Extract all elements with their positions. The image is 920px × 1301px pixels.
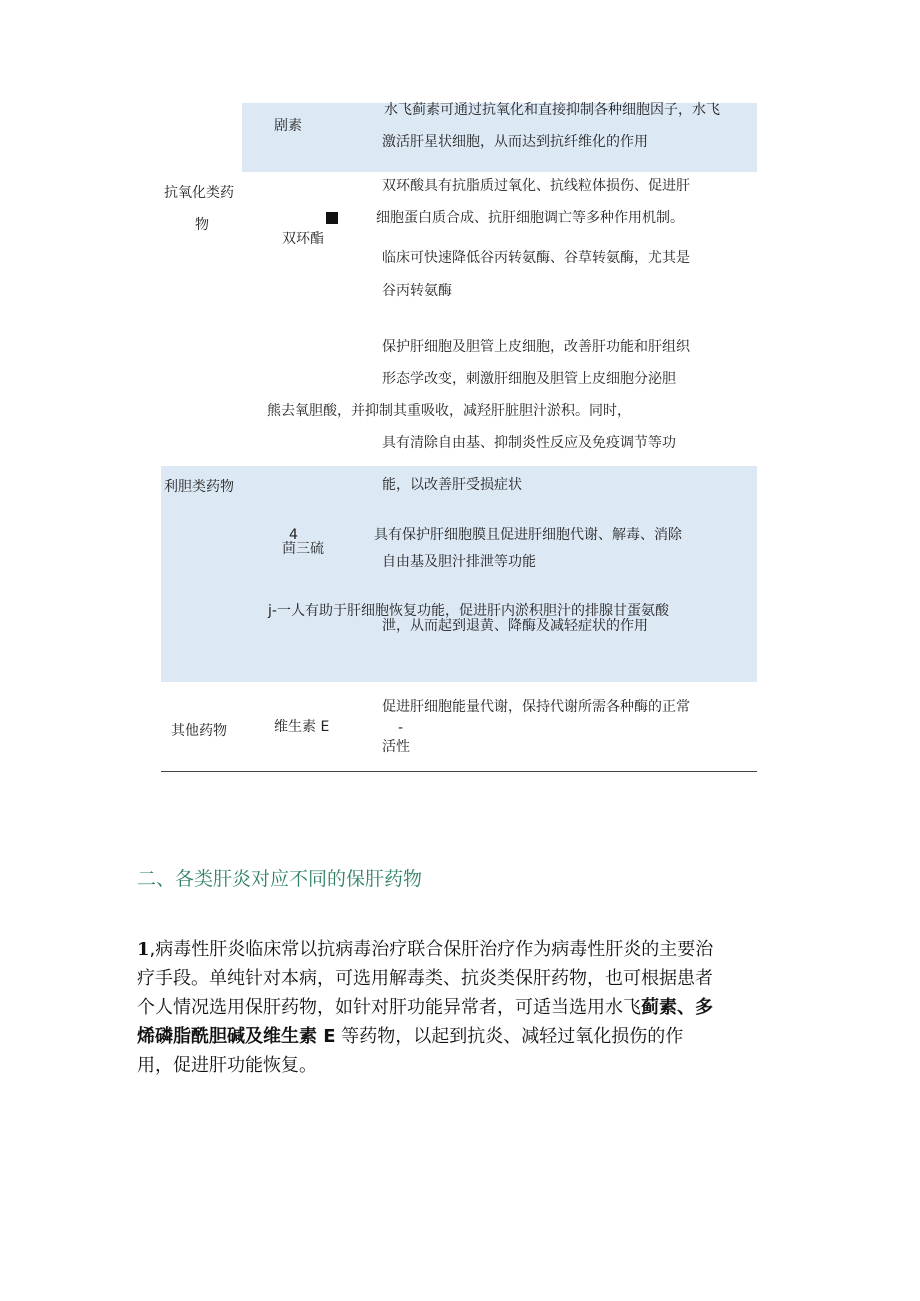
drug-anethol: 茴三硫 xyxy=(282,541,324,557)
category-antioxidant-2: 物 xyxy=(195,217,209,233)
section-paragraph xyxy=(137,935,787,1080)
paragraph-text-1: 病毒性肝炎临床常以抗病毒治疗联合保肝治疗作为病毒性肝炎的主要治 xyxy=(155,939,714,960)
paragraph-number: 1 xyxy=(137,939,150,960)
row-band-choleretic xyxy=(161,466,757,682)
table-bottom-rule xyxy=(161,771,757,772)
drug-silymarin: 剧素 xyxy=(274,118,302,134)
drug-vitamin-e: 维生素 E xyxy=(274,719,330,735)
desc-silymarin-2: 激活肝星状细胞，从而达到抗纤维化的作用 xyxy=(382,134,648,150)
drug-anethol-sup: 4 xyxy=(289,527,298,543)
desc-bicyclol-4: 谷丙转氨酶 xyxy=(382,283,452,299)
paragraph-line-2: 疗手段。单纯针对本病，可选用解毒类、抗炎类保肝药物，也可根据患者 xyxy=(137,968,713,989)
paragraph-line-3 xyxy=(137,993,787,1022)
paragraph-bold-4a: 烯磷脂酰胆碱及维生素 E xyxy=(137,1026,336,1047)
desc-anethol-2: 自由基及胆汁排泄等功能 xyxy=(382,554,536,570)
desc-vitamin-e-dash: - xyxy=(398,720,404,736)
paragraph-line-5: 用，促进肝功能恢复。 xyxy=(137,1055,317,1076)
section-heading: 二、各类肝炎对应不同的保肝药物 xyxy=(137,868,423,890)
desc-udca-1: 保护肝细胞及胆管上皮细胞，改善肝功能和肝组织 xyxy=(382,339,690,355)
category-antioxidant-1: 抗氧化类药 xyxy=(164,185,234,201)
desc-udca-3: 熊去氧胆酸，并抑制其重吸收，减羟肝脏胆汁淤积。同时， xyxy=(267,403,631,419)
desc-silymarin-1: 水飞蓟素可通过抗氧化和直接抑制各种细胞因子，水飞 xyxy=(384,102,720,118)
paragraph-text-4b: 等药物，以起到抗炎、减轻过氧化损伤的作 xyxy=(341,1026,684,1047)
desc-anethol-1: 具有保护肝细胞膜且促进肝细胞代谢、解毒、消除 xyxy=(374,527,682,543)
paragraph-line-1 xyxy=(137,935,787,964)
desc-bicyclol-3: 临床可快速降低谷丙转氨酶、谷草转氨酶，尤其是 xyxy=(382,250,690,266)
desc-ademetionine-1: j-一人有助于肝细胞恢复功能，促进肝内淤积胆汁的排腺甘蛋氨酸 xyxy=(268,603,669,619)
desc-udca-5: 能，以改善肝受损症状 xyxy=(382,477,522,493)
drug-bicyclol: 双环酯 xyxy=(282,231,324,247)
paragraph-number-sep: , xyxy=(149,939,156,960)
paragraph-line-4 xyxy=(137,1022,787,1051)
category-other: 其他药物 xyxy=(171,723,227,739)
desc-udca-2: 形态学改变，刺激肝细胞及胆管上皮细胞分泌胆 xyxy=(382,371,676,387)
desc-udca-4: 具有清除自由基、抑制炎性反应及免疫调节等功 xyxy=(382,435,676,451)
square-marker-icon xyxy=(326,212,338,224)
paragraph-bold-3b: 蓟素、多 xyxy=(641,997,713,1018)
desc-vitamin-e-1: 促进肝细胞能量代谢，保持代谢所需各种酶的正常 xyxy=(382,699,690,715)
desc-vitamin-e-2: 活性 xyxy=(382,739,410,755)
desc-ademetionine-2: 泄，从而起到退黄、降酶及减轻症状的作用 xyxy=(382,618,648,634)
desc-bicyclol-1: 双环酸具有抗脂质过氧化、抗线粒体损伤、促进肝 xyxy=(382,178,690,194)
desc-bicyclol-2: 细胞蛋白质合成、抗肝细胞调亡等多种作用机制。 xyxy=(376,210,684,226)
category-choleretic: 利胆类药物 xyxy=(164,479,234,495)
paragraph-text-3a: 个人情况选用保肝药物，如针对肝功能异常者，可适当选用水飞 xyxy=(137,997,641,1018)
